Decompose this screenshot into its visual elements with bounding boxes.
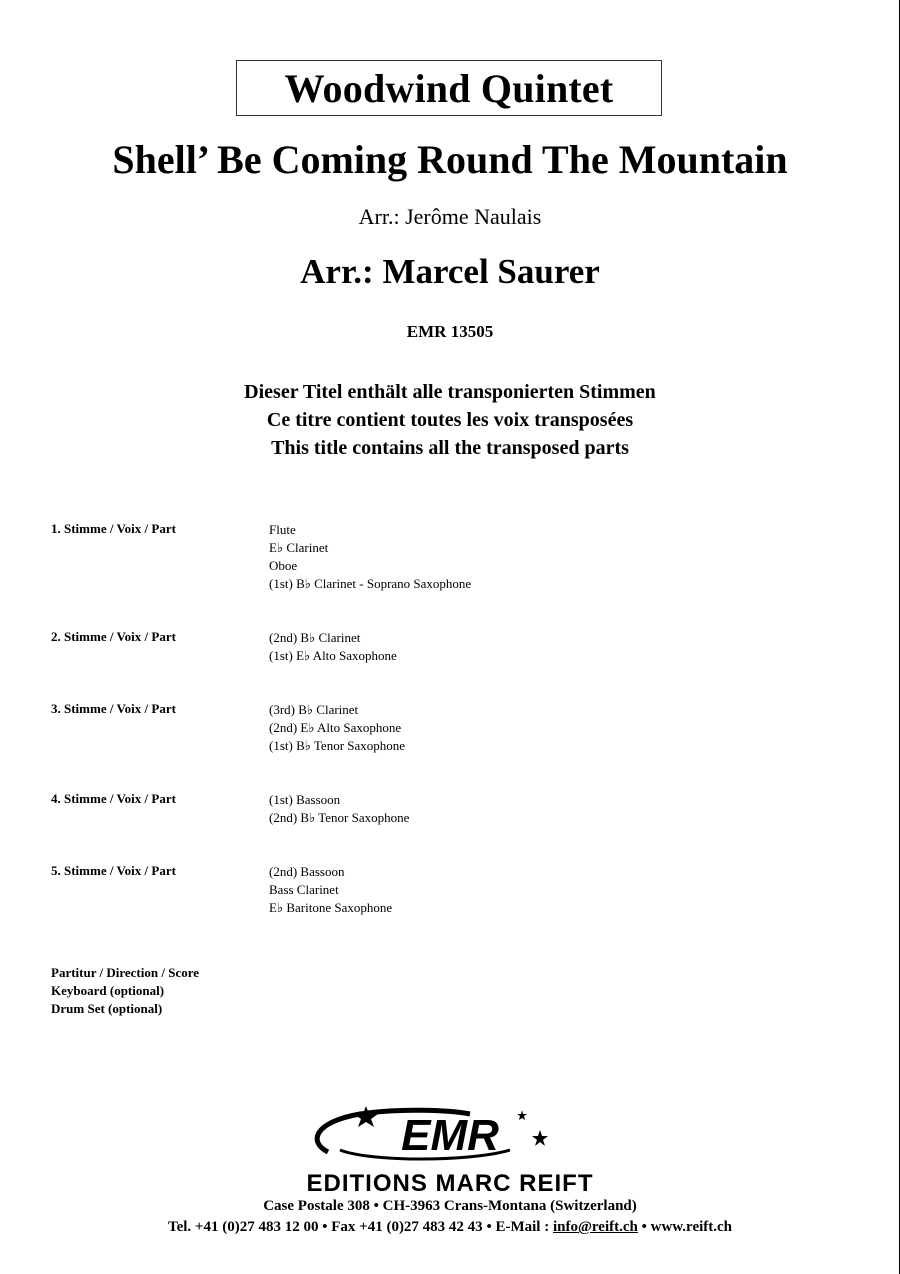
instrument-item: (2nd) B♭ Clarinet	[269, 630, 361, 645]
extra-item-drums: Drum Set (optional)	[51, 1001, 163, 1016]
ensemble-title-box	[236, 60, 662, 116]
instrument-item: (1st) Bassoon	[269, 792, 341, 807]
part-label: 5. Stimme / Voix / Part	[51, 863, 176, 878]
extras-list	[51, 964, 199, 1018]
part-instruments	[269, 629, 397, 665]
part-label: 2. Stimme / Voix / Part	[51, 629, 176, 644]
publisher-address: Case Postale 308 • CH-3963 Crans-Montana (Switzerland)	[263, 1198, 637, 1214]
instrument-item: (2nd) B♭ Tenor Saxophone	[269, 810, 410, 825]
notice-german: Dieser Titel enthält alle transponierten Stimmen	[244, 381, 656, 403]
emr-logo-icon	[300, 1100, 600, 1170]
separator-bullet: •	[322, 1219, 328, 1235]
publisher-contact	[0, 1219, 900, 1236]
instrument-item: (3rd) B♭ Clarinet	[269, 702, 359, 717]
notice-french: Ce titre contient toutes les voix transposées	[266, 409, 634, 431]
notice-english: This title contains all the transposed parts	[271, 437, 629, 459]
fax-number: Fax +41 (0)27 483 42 43	[331, 1219, 483, 1235]
transposition-notice	[0, 378, 900, 462]
instrument-item: E♭ Clarinet	[269, 540, 329, 555]
original-arranger: Arr.: Jerôme Naulais	[358, 204, 542, 229]
instrument-item: (1st) B♭ Tenor Saxophone	[269, 738, 406, 753]
catalog-number: EMR 13505	[406, 322, 494, 341]
logo-text: EMR	[401, 1111, 499, 1160]
instrument-item: Flute	[269, 522, 296, 537]
emr-logo	[300, 1100, 600, 1170]
website-link[interactable]: www.reift.ch	[650, 1219, 733, 1235]
separator-bullet: •	[641, 1219, 647, 1235]
separator-bullet: •	[486, 1219, 492, 1235]
part-instruments	[269, 701, 405, 755]
email-link[interactable]: info@reift.ch	[552, 1219, 638, 1235]
instrument-item: (1st) B♭ Clarinet - Soprano Saxophone	[269, 576, 472, 591]
publisher-name: EDITIONS MARC REIFT	[306, 1170, 594, 1197]
extra-item-keyboard: Keyboard (optional)	[51, 983, 165, 998]
song-title: Shell’ Be Coming Round The Mountain	[112, 137, 788, 182]
instrument-item: Oboe	[269, 558, 298, 573]
instrument-item: (1st) E♭ Alto Saxophone	[269, 648, 397, 663]
part-instruments	[269, 521, 471, 593]
part-instruments	[269, 863, 392, 917]
instrument-item: (2nd) E♭ Alto Saxophone	[269, 720, 402, 735]
ensemble-title: Woodwind Quintet	[284, 65, 614, 111]
instrument-item: E♭ Baritone Saxophone	[269, 900, 393, 915]
instrument-item: Bass Clarinet	[269, 882, 339, 897]
part-label: 1. Stimme / Voix / Part	[51, 521, 176, 536]
arranger: Arr.: Marcel Saurer	[300, 252, 600, 291]
part-instruments	[269, 791, 409, 827]
part-label: 3. Stimme / Voix / Part	[51, 701, 176, 716]
instrument-item: (2nd) Bassoon	[269, 864, 345, 879]
email-label: E-Mail :	[495, 1219, 550, 1235]
part-label: 4. Stimme / Voix / Part	[51, 791, 176, 806]
extra-item-score: Partitur / Direction / Score	[51, 965, 200, 980]
phone-number: Tel. +41 (0)27 483 12 00	[167, 1219, 319, 1235]
